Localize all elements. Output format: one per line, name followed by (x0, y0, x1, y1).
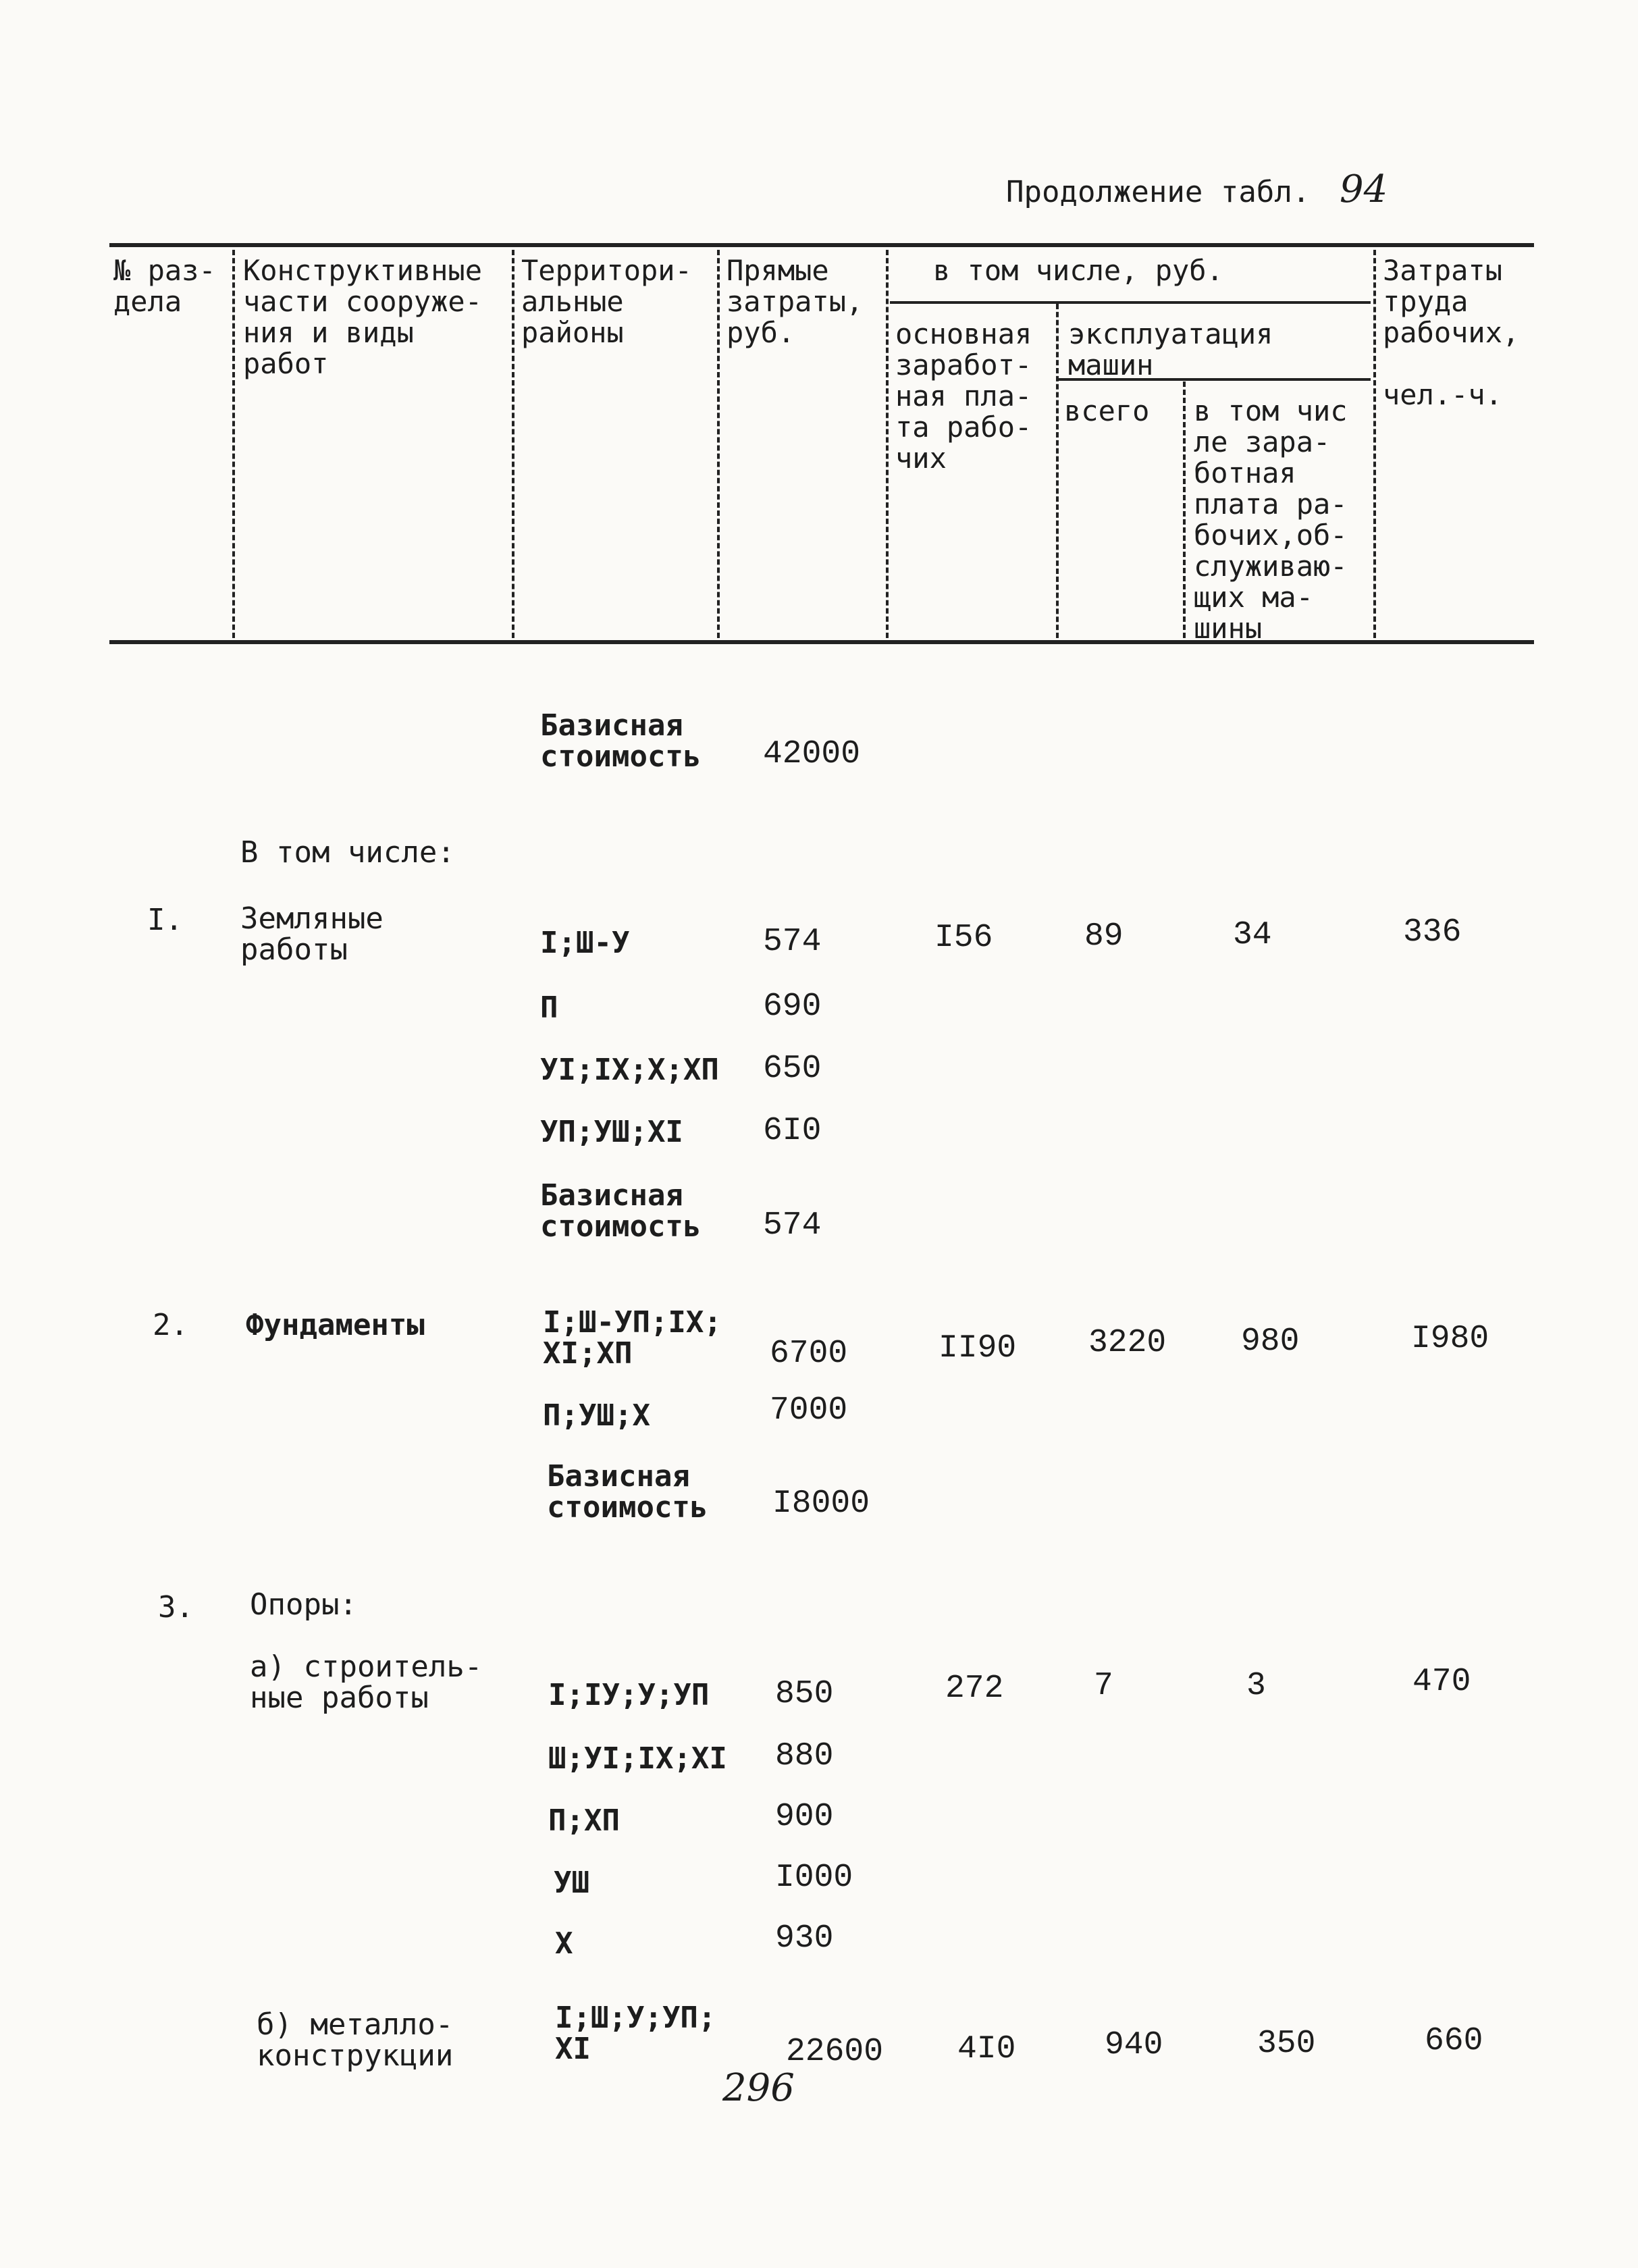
section-2-number: 2. (153, 1308, 188, 1342)
s1-r1-wage: I56 (934, 920, 993, 956)
s3a-r1-labor: 470 (1412, 1664, 1471, 1700)
s2-r1-region: I;Ш-УП;IX; XI;XП (543, 1305, 722, 1371)
base-top-value: 42000 (763, 736, 861, 772)
s3a-r3-region: П;XП (548, 1803, 620, 1838)
s3a-r3-direct: 900 (775, 1799, 834, 1835)
section-3-name: Опоры: (250, 1587, 357, 1622)
s2-r1-wage: II90 (939, 1330, 1017, 1367)
s3-sub-a-label: а) строитель- ные работы (250, 1650, 483, 1715)
s3a-r4-region: УШ (554, 1866, 589, 1900)
s3a-r5-region: X (555, 1926, 573, 1961)
col-sep-2 (512, 250, 514, 638)
s3b-r1-direct: 22600 (786, 2034, 884, 2070)
incl-group-rule (890, 301, 1371, 304)
s3a-r4-direct: I000 (775, 1860, 853, 1896)
s2-r1-machine-wage: 980 (1241, 1323, 1300, 1360)
header-including: в том числе, руб. (933, 254, 1223, 287)
s3-sub-b-label: б) металло- конструкции (257, 2007, 454, 2073)
section-1-name: Земляные работы (240, 901, 384, 967)
s1-r1-machines-total: 89 (1084, 918, 1124, 955)
page-number: 296 (722, 2066, 795, 2110)
s1-r4-direct: 6I0 (763, 1113, 822, 1149)
s1-base-label: Базисная стоимость (540, 1178, 702, 1244)
s3b-r1-region: I;Ш;У;УП; XI (555, 2001, 716, 2066)
col-sep-3 (717, 250, 720, 638)
s2-r1-labor: I980 (1411, 1321, 1489, 1357)
s2-r2-region: П;УШ;X (543, 1398, 650, 1433)
section-2-name: Фундаменты (246, 1308, 425, 1342)
header-wage: основная заработ- ная пла- та рабо- чих (895, 317, 1032, 475)
s3a-r2-region: Ш;УI;IX;XI (548, 1741, 727, 1776)
s1-r3-direct: 650 (763, 1051, 822, 1087)
base-top-label: Базисная стоимость (540, 708, 702, 774)
s3a-r2-direct: 880 (775, 1738, 834, 1774)
s3a-r5-direct: 930 (775, 1920, 834, 1957)
col-sep-6 (1183, 381, 1186, 638)
header-top-rule (109, 243, 1534, 247)
header-regions: Территори- альные районы (521, 254, 692, 349)
section-1-number: I. (147, 903, 183, 937)
s2-r2-direct: 7000 (770, 1392, 848, 1429)
header-labor: Затраты труда рабочих, чел.-ч. (1383, 254, 1520, 411)
s2-base-value: I8000 (772, 1485, 870, 1522)
s1-r3-region: УI;IX;X;XП (540, 1053, 719, 1087)
s3a-r1-machine-wage: 3 (1246, 1668, 1266, 1704)
including-label: В том числе: (240, 835, 455, 870)
col-sep-7 (1373, 250, 1376, 638)
col-sep-4 (886, 250, 889, 638)
s1-r1-machine-wage: 34 (1233, 917, 1272, 953)
s1-r1-region: I;Ш-У (540, 926, 630, 960)
s3a-r1-wage: 272 (945, 1670, 1004, 1707)
table-number: 94 (1340, 167, 1388, 211)
s1-base-value: 574 (763, 1207, 822, 1244)
s3a-r1-direct: 850 (775, 1676, 834, 1712)
s1-r4-region: УП;УШ;XI (540, 1115, 683, 1149)
s3a-r1-region: I;IУ;У;УП (548, 1678, 710, 1712)
s3b-r1-wage: 4I0 (957, 2031, 1016, 2067)
s3b-r1-labor: 660 (1425, 2023, 1483, 2059)
header-parts: Конструктивные части сооруже- ния и виды работ (243, 254, 483, 380)
header-machine-wage: в том чис ле зара- ботная плата ра- бочих,об- служиваю- щих ма- шины (1194, 394, 1348, 645)
s2-base-label: Базисная стоимость (547, 1459, 708, 1525)
header-machines-total: всего (1064, 394, 1150, 427)
s2-r1-machines-total: 3220 (1088, 1325, 1167, 1361)
section-3-number: 3. (158, 1590, 194, 1625)
s1-r2-direct: 690 (763, 988, 822, 1025)
s1-r1-direct: 574 (763, 924, 822, 960)
s3a-r1-machines-total: 7 (1094, 1668, 1113, 1704)
s1-r2-region: П (540, 991, 558, 1025)
header-section-no: № раз- дела (113, 254, 216, 318)
s3b-r1-machine-wage: 350 (1257, 2026, 1316, 2062)
header-direct-costs: Прямые затраты, руб. (726, 254, 864, 349)
continuation-label: Продолжение табл. (1006, 175, 1311, 209)
s3b-r1-machines-total: 940 (1105, 2027, 1163, 2063)
col-sep-5 (1056, 304, 1059, 638)
col-sep-1 (232, 250, 235, 638)
s1-r1-labor: 336 (1403, 914, 1462, 951)
header-machines: эксплуатация машин (1068, 317, 1273, 381)
s2-r1-direct: 6700 (770, 1336, 848, 1372)
